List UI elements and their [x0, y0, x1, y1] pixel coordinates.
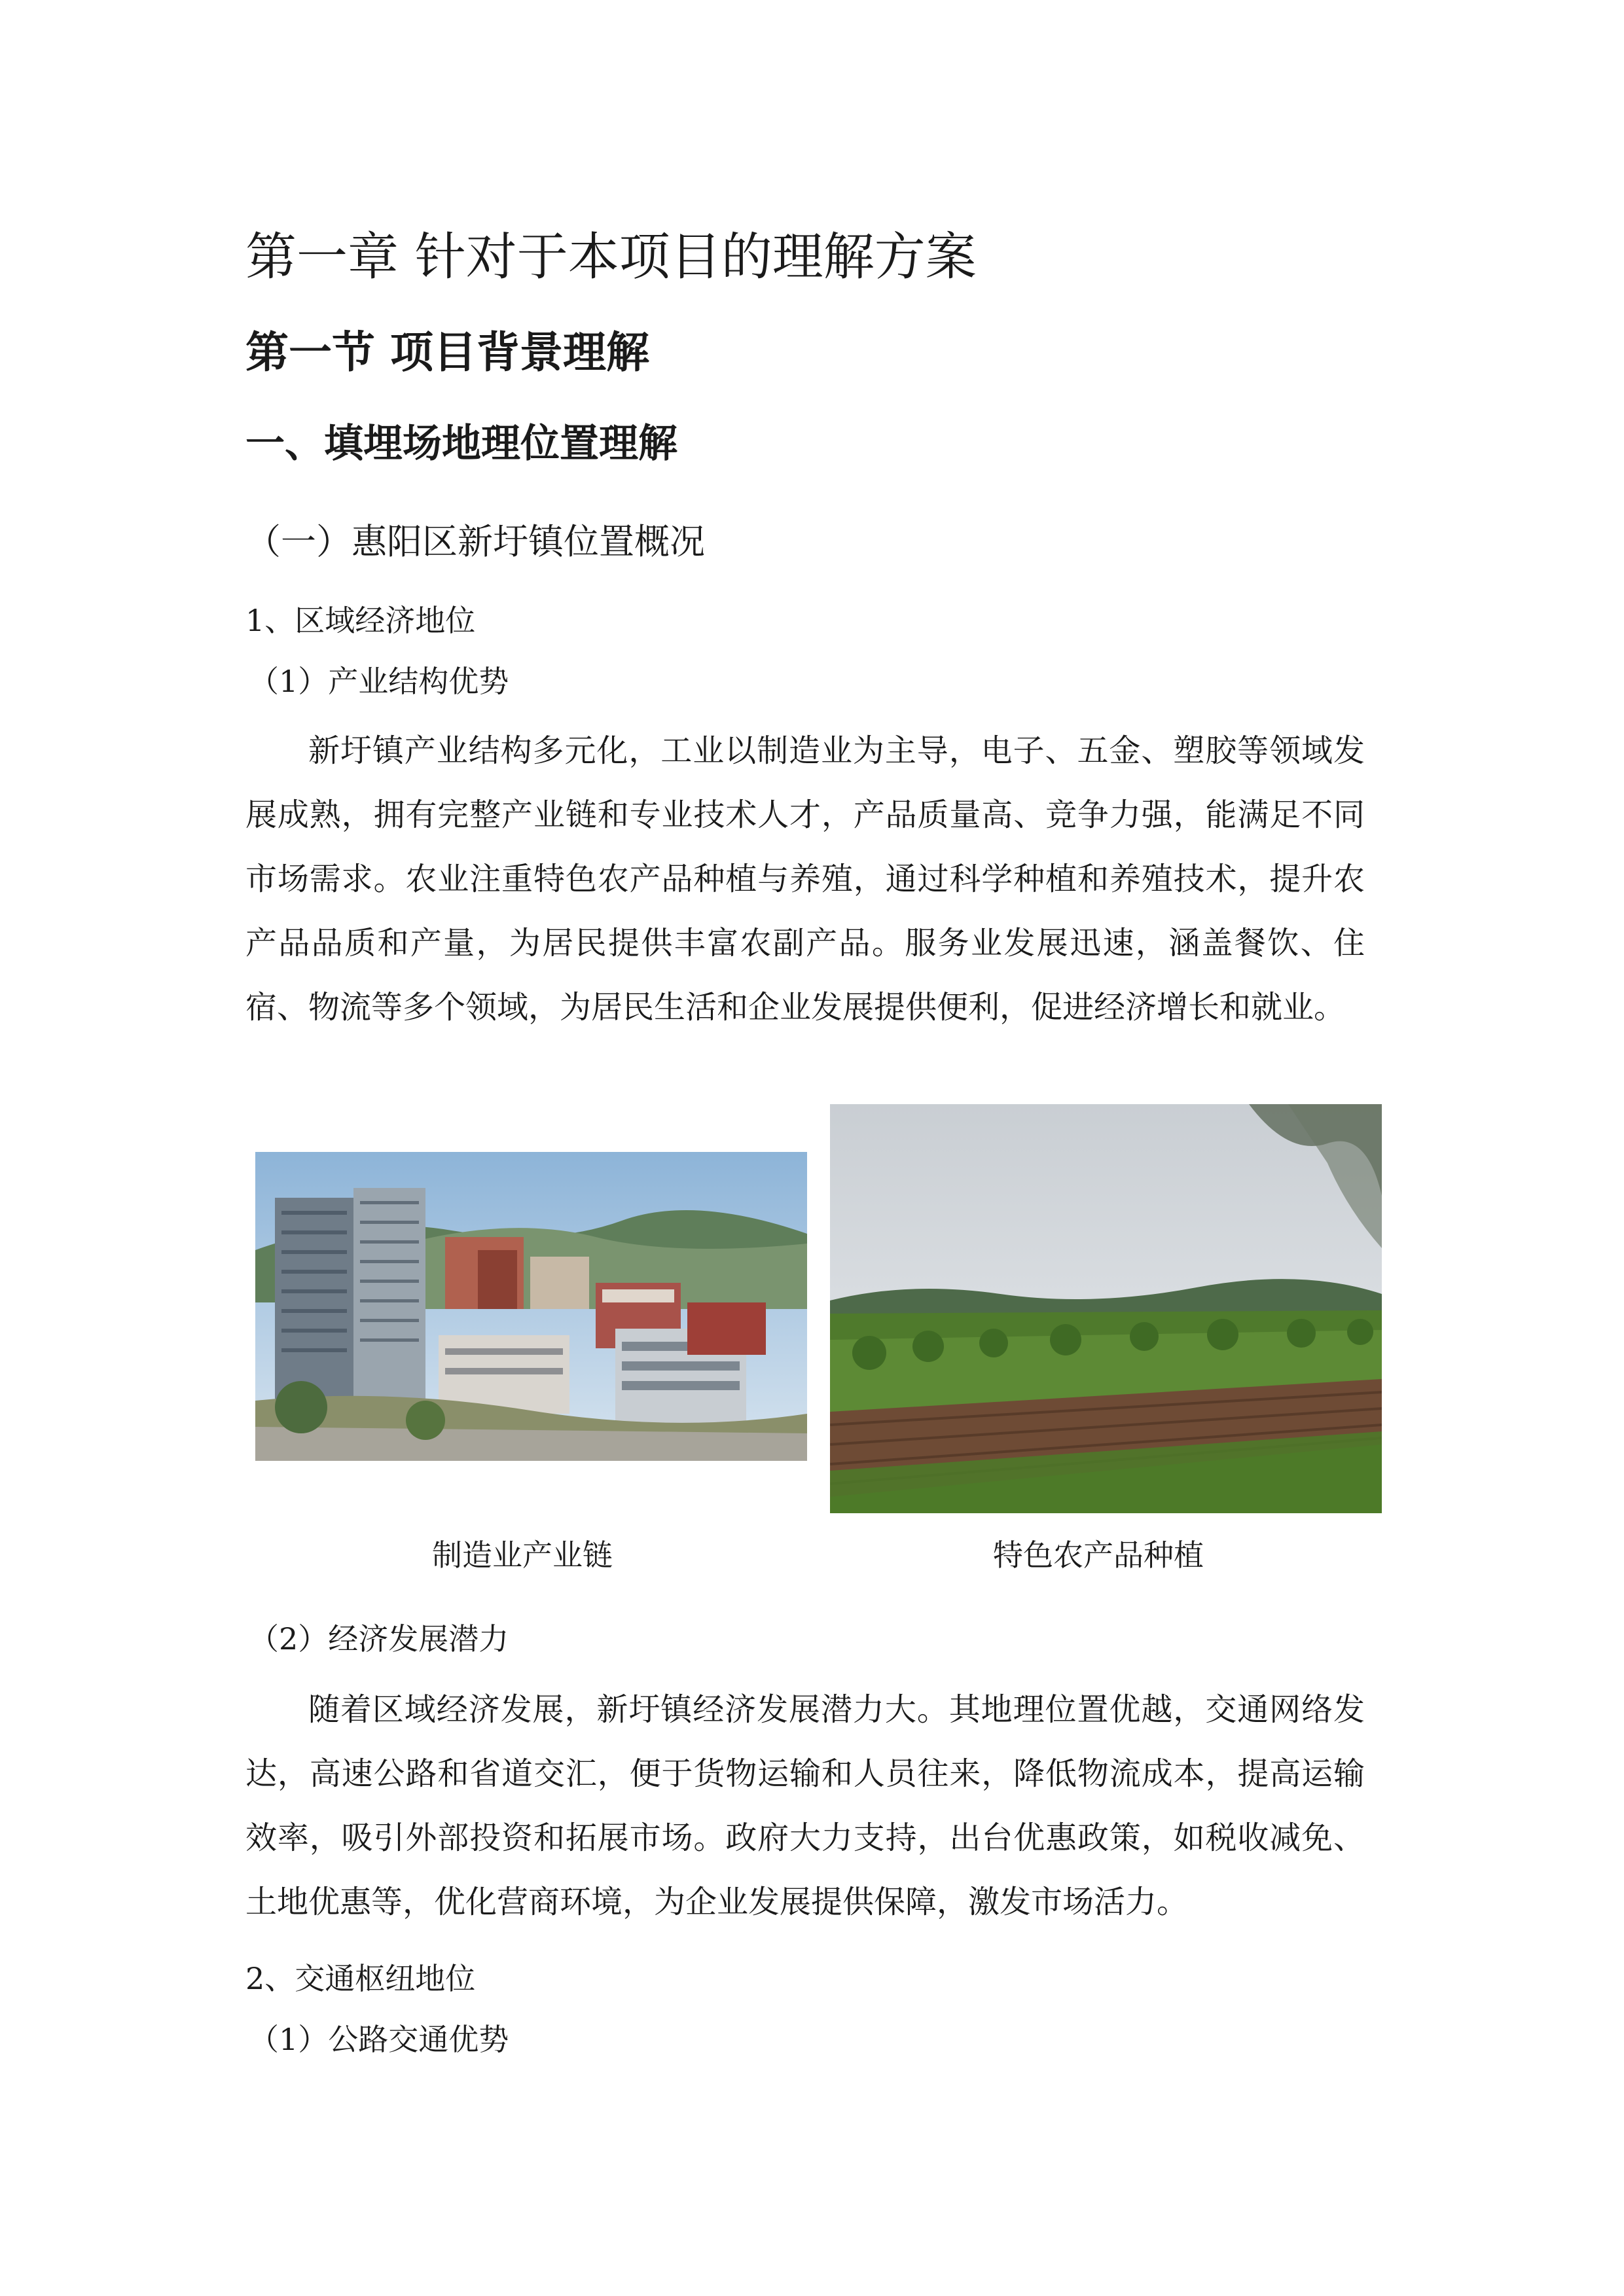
section-title: 第一节 项目背景理解 — [245, 327, 649, 378]
paragraph-economic-potential: 随着区域经济发展，新圩镇经济发展潜力大。其地理位置优越，交通网络发达，高速公路和省道交汇，便于货物运输和人员往来，降低物流成本，提高运输效率，吸引外部投资和拓展市场。政府大力支持，出台优惠政策，如税收减免、土地优惠等，优化营商环境，为企业发展提供保障，激发市场活力。 — [245, 1691, 1365, 1920]
item-2-1-heading: （1）公路交通优势 — [249, 2022, 509, 2057]
chapter-title: 第一章 针对于本项目的理解方案 — [245, 228, 977, 287]
item-1-1-heading: （1）产业结构优势 — [249, 664, 509, 699]
item-1-2-heading: （2）经济发展潜力 — [249, 1621, 509, 1657]
figure-caption-right: 特色农产品种植 — [993, 1537, 1204, 1573]
farmland-photo — [830, 1104, 1382, 1513]
manufacturing-photo — [255, 1152, 807, 1461]
part-title: （一）惠阳区新圩镇位置概况 — [245, 521, 705, 562]
figure-caption-left: 制造业产业链 — [432, 1537, 613, 1573]
item-2-heading: 2、交通枢纽地位 — [245, 1961, 476, 1996]
item-1-heading: 1、区域经济地位 — [245, 603, 476, 638]
subsection-title: 一、填埋场地理位置理解 — [245, 421, 677, 467]
paragraph-industry-structure: 新圩镇产业结构多元化，工业以制造业为主导，电子、五金、塑胶等领域发展成熟，拥有完整产业链和专业技术人才，产品质量高、竞争力强，能满足不同市场需求。农业注重特色农产品种植与养殖，通过科学种植和养殖技术，提升农产品品质和产量，为居民提供丰富农副产品。服务业发展迅速，涵盖餐饮、住宿、物流等多个领域，为居民生活和企业发展提供便利，促进经济增长和就业。 — [245, 732, 1365, 1026]
